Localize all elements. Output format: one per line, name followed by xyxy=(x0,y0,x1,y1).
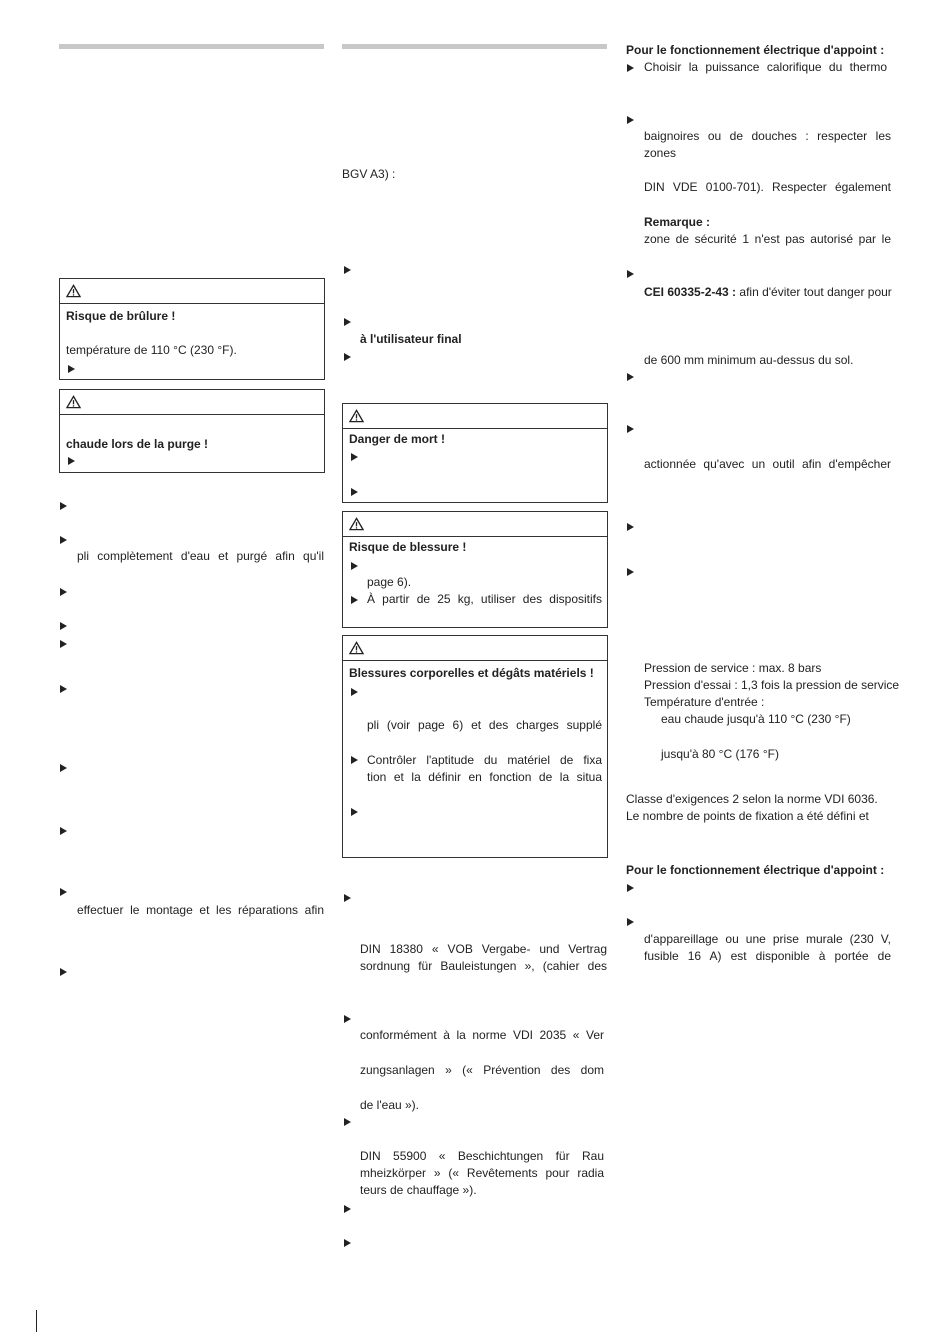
bullet-arrow-icon xyxy=(351,488,358,496)
warning-text: température de 110 °C (230 °F). xyxy=(66,343,237,357)
warning-text: Contrôler l'aptitude du matériel de fixa xyxy=(367,753,602,767)
spec-line: Pression d'essai : 1,3 fois la pression de service xyxy=(644,678,900,692)
warning-box-purge xyxy=(59,389,325,473)
bullet-arrow-icon xyxy=(351,688,358,696)
standard-text: afin d'éviter tout danger pour xyxy=(736,285,892,299)
warning-box-header xyxy=(60,390,324,415)
column1-top-rule xyxy=(59,44,324,49)
standard-reference: CEI 60335-2-43 : xyxy=(644,285,737,299)
warning-box-damage xyxy=(342,635,608,858)
bullet-arrow-icon xyxy=(60,827,67,835)
spec-line: jusqu'à 80 °C (176 °F) xyxy=(661,747,779,761)
body-line: DIN 55900 « Beschichtungen für Rau xyxy=(360,1149,604,1163)
bullet-arrow-icon xyxy=(60,968,67,976)
body-line: actionnée qu'avec un outil afin d'empêcher xyxy=(644,457,891,471)
bullet-arrow-icon xyxy=(627,64,634,72)
body-line: fusible 16 A) est disponible à portée de xyxy=(644,949,891,963)
bullet-arrow-icon xyxy=(344,894,351,902)
bullet-arrow-icon xyxy=(60,764,67,772)
bullet-arrow-icon xyxy=(60,640,67,648)
bullet-arrow-icon xyxy=(68,457,75,465)
bullet-arrow-icon xyxy=(344,1239,351,1247)
bullet-arrow-icon xyxy=(351,453,358,461)
warning-box-injury xyxy=(342,511,608,628)
body-line: d'appareillage ou une prise murale (230 V, xyxy=(644,932,891,946)
body-line: baignoires ou de douches : respecter les zones xyxy=(644,129,891,160)
warning-triangle-icon xyxy=(349,517,364,531)
bullet-arrow-icon xyxy=(351,596,358,604)
body-line: sordnung für Bauleistungen », (cahier des xyxy=(360,959,607,973)
warning-box-header xyxy=(343,512,607,537)
body-line: mheizkörper » (« Revêtements pour radia xyxy=(360,1166,604,1180)
column2-top-rule xyxy=(342,44,607,49)
remark-label: Remarque : xyxy=(644,215,711,229)
bullet-arrow-icon xyxy=(344,1205,351,1213)
spec-line: Température d'entrée : xyxy=(644,695,765,709)
spec-line: eau chaude jusqu'à 110 °C (230 °F) xyxy=(661,712,851,726)
bullet-arrow-icon xyxy=(351,756,358,764)
section-heading: Pour le fonctionnement électrique d'appoint : xyxy=(626,863,885,877)
warning-text: page 6). xyxy=(367,575,412,589)
warning-box-header xyxy=(60,279,324,304)
warning-text: tion et la définir en fonction de la situa xyxy=(367,770,602,784)
warning-box-danger xyxy=(342,403,608,503)
body-line: DIN VDE 0100-701). Respecter également xyxy=(644,180,891,194)
warning-box-header xyxy=(343,404,607,429)
warning-triangle-icon xyxy=(66,395,81,409)
bullet-arrow-icon xyxy=(627,918,634,926)
warning-triangle-icon xyxy=(349,641,364,655)
body-line: teurs de chauffage »). xyxy=(360,1183,477,1197)
bullet-arrow-icon xyxy=(60,685,67,693)
body-line: DIN 18380 « VOB Vergabe- und Vertrag xyxy=(360,942,607,956)
bullet-arrow-icon xyxy=(627,373,634,381)
body-line: BGV A3) : xyxy=(342,167,396,181)
bullet-arrow-icon xyxy=(68,365,75,373)
body-line: de l'eau »). xyxy=(360,1098,419,1112)
bullet-arrow-icon xyxy=(627,568,634,576)
warning-title: chaude lors de la purge ! xyxy=(66,437,209,451)
bullet-arrow-icon xyxy=(60,588,67,596)
warning-text: À partir de 25 kg, utiliser des dispositifs xyxy=(367,592,602,606)
warning-title: Blessures corporelles et dégâts matériels ! xyxy=(349,666,594,680)
warning-box-burn xyxy=(59,278,325,380)
bullet-arrow-icon xyxy=(627,116,634,124)
bullet-arrow-icon xyxy=(60,502,67,510)
bullet-arrow-icon xyxy=(627,270,634,278)
warning-title: Risque de brûlure ! xyxy=(66,309,176,323)
body-line: conformément à la norme VDI 2035 « Ver xyxy=(360,1028,604,1042)
bullet-arrow-icon xyxy=(344,1118,351,1126)
warning-text: pli (voir page 6) et des charges supplé xyxy=(367,718,602,732)
bullet-arrow-icon xyxy=(344,1015,351,1023)
bullet-arrow-icon xyxy=(351,562,358,570)
body-line: Choisir la puissance calorifique du thermo xyxy=(644,60,887,74)
bullet-arrow-icon xyxy=(351,808,358,816)
body-line-bold: à l'utilisateur final xyxy=(360,332,462,346)
spec-line: Pression de service : max. 8 bars xyxy=(644,661,822,675)
bullet-arrow-icon xyxy=(60,622,67,630)
body-line xyxy=(644,284,892,301)
bullet-arrow-icon xyxy=(344,266,351,274)
bullet-arrow-icon xyxy=(60,536,67,544)
bullet-arrow-icon xyxy=(344,353,351,361)
section-heading: Pour le fonctionnement électrique d'appoint : xyxy=(626,43,885,57)
body-line: pli complètement d'eau et purgé afin qu'il xyxy=(77,549,324,563)
warning-box-header xyxy=(343,636,607,661)
body-line: de 600 mm minimum au-dessus du sol. xyxy=(644,353,854,367)
warning-title: Danger de mort ! xyxy=(349,432,446,446)
margin-marker xyxy=(36,1310,37,1332)
warning-triangle-icon xyxy=(349,409,364,423)
body-line: zungsanlagen » (« Prévention des dom xyxy=(360,1063,604,1077)
body-line: Le nombre de points de fixation a été défini et xyxy=(626,809,869,823)
body-line: Classe d'exigences 2 selon la norme VDI 6036. xyxy=(626,792,878,806)
warning-title: Risque de blessure ! xyxy=(349,540,467,554)
bullet-arrow-icon xyxy=(344,318,351,326)
bullet-arrow-icon xyxy=(627,523,634,531)
bullet-arrow-icon xyxy=(627,425,634,433)
bullet-arrow-icon xyxy=(60,888,67,896)
body-line: effectuer le montage et les réparations afin xyxy=(77,903,324,917)
bullet-arrow-icon xyxy=(627,884,634,892)
body-line: zone de sécurité 1 n'est pas autorisé par le xyxy=(644,232,891,246)
warning-triangle-icon xyxy=(66,284,81,298)
